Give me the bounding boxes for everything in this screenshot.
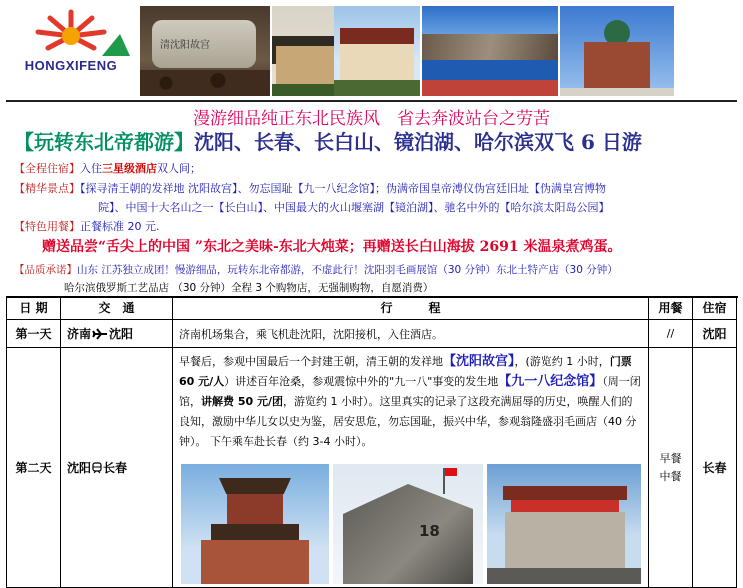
row1-from: 济南 [67, 327, 92, 341]
row1-transport [61, 320, 173, 348]
row2-text-e: ）讲述百年沧桑，参观震惊中外的"九一八"事变的发生地 [224, 375, 499, 388]
row1-itinerary: 济南机场集合，乘飞机赴沈阳，沈阳接机，入住酒店。 [173, 320, 649, 348]
row1-stay: 沈阳 [693, 320, 737, 348]
row2-meal: 早餐 中餐 [649, 348, 693, 588]
col-meal-header: 用餐 [649, 298, 693, 320]
row2-to: 长春 [103, 461, 128, 475]
row1-day: 第一天 [7, 320, 61, 348]
meal-label: 【特色用餐】 [14, 220, 80, 233]
banner-divider [6, 100, 737, 102]
trip-title-main: 沈阳、长春、长白山、镜泊湖、哈尔滨双飞 6 日游 [194, 130, 642, 154]
row2-from: 沈阳 [67, 461, 92, 475]
col-stay-header: 住宿 [693, 298, 737, 320]
memorial-number: 18 [419, 522, 440, 540]
row2-text-c: ，(游览约 1 小时， [514, 355, 610, 368]
row2-day: 第二天 [7, 348, 61, 588]
red-roof-building-photo [334, 6, 420, 96]
row2-text-a: 早餐后，参观中国最后一个封建王朝，清王朝的发祥地 [179, 355, 443, 368]
row2-stay: 长春 [693, 348, 737, 588]
row2-transport [61, 348, 173, 588]
col-itinerary-header: 行 程 [173, 298, 649, 320]
col-transport-header: 交 通 [61, 298, 173, 320]
tablet-caption: 清沈阳故宫 [160, 40, 210, 51]
slogan: 漫游细品纯正东北民族风 省去奔波站台之劳苦 [193, 109, 550, 129]
row2-palace-name: 【沈阳故宫】 [443, 354, 515, 369]
trip-title [14, 126, 642, 155]
lodging-line [14, 160, 201, 176]
row2-memorial-name: 【九一八纪念馆】 [498, 374, 603, 389]
promise-text-1: 山东 江苏独立成团！慢游细品，玩转东北帝都游，不虚此行！沈阳羽毛画展馆（30 分钟）东北土特产店（30 分钟） [77, 264, 618, 276]
palace-tower-photo [181, 464, 329, 584]
gift-note: 赠送品尝“舌尖上的中国 ”东北之美味-东北大炖菜；再赠送长白山海拔 2691 米温泉煮鸡蛋。 [42, 239, 622, 255]
sights-label: 【精华景点】 [14, 182, 80, 195]
memorial-wall-photo [333, 464, 483, 584]
logo-text: HONGXIFENG [24, 58, 118, 73]
promise-text-2: 哈尔滨俄罗斯工艺品店 （30 分钟）全程 3 个购物店，无强制购物，自愿消费） [64, 282, 434, 294]
cathedral-photo [560, 6, 674, 96]
sights-text-1: 【探寻清王朝的发祥地 沈阳故宫】、勿忘国耻【九一八纪念馆】；伪满帝国皇帝溥仪伪宫廷旧址【伪满皇宫博物 [80, 182, 606, 195]
stone-tablet-photo [140, 6, 270, 96]
lodging-pre: 入住 [80, 162, 102, 175]
sun-logo-icon [8, 6, 134, 96]
row2-ticket-price: 门票 60 元/人 [179, 355, 632, 388]
row1-to: 沈阳 [109, 327, 134, 341]
row2-text-i: ，游览约 1 小时）。这里真实的记录了这段充满屈辱的历史，唤醒人们的良知，激励中华儿女以史为鉴，居安思危，勿忘国耻，振兴中华，参观翁隆盛羽毛画店（40 分钟）。 下午乘车赴长春（约 3-4 小时）。 [179, 395, 637, 448]
row2-itinerary-text [179, 352, 641, 452]
row2-text-g: （周一闭馆， [179, 375, 641, 408]
sights-text-2: 院】、中国十大名山之一【长白山】、中国最大的火山堰塞湖【镜泊湖】、驰名中外的【哈尔滨太阳岛公园】 [98, 201, 610, 214]
brand-logo [8, 6, 134, 96]
itinerary-table [6, 296, 738, 588]
lodging-post: 双人间； [157, 162, 201, 175]
promise-label: 【品质承诺】 [14, 264, 77, 276]
train-icon [92, 462, 102, 474]
row2-guide-fee: 讲解费 50 元/团 [201, 395, 283, 408]
meal-line [14, 218, 160, 234]
meal-text: 正餐标准 20 元. [80, 220, 160, 233]
lodging-label: 【全程住宿】 [14, 162, 80, 175]
row2-itinerary [173, 348, 649, 588]
promise-line [14, 262, 618, 277]
airplane-icon [92, 328, 108, 340]
museum-gate-photo [487, 464, 641, 584]
lodging-hotel: 三星级酒店 [102, 162, 157, 175]
crater-lake-photo [422, 6, 558, 96]
sights-line [14, 180, 606, 196]
trip-title-tag: 【玩转东北帝都游】 [14, 130, 194, 154]
row1-meal: // [649, 320, 693, 348]
col-day-header: 日 期 [7, 298, 61, 320]
